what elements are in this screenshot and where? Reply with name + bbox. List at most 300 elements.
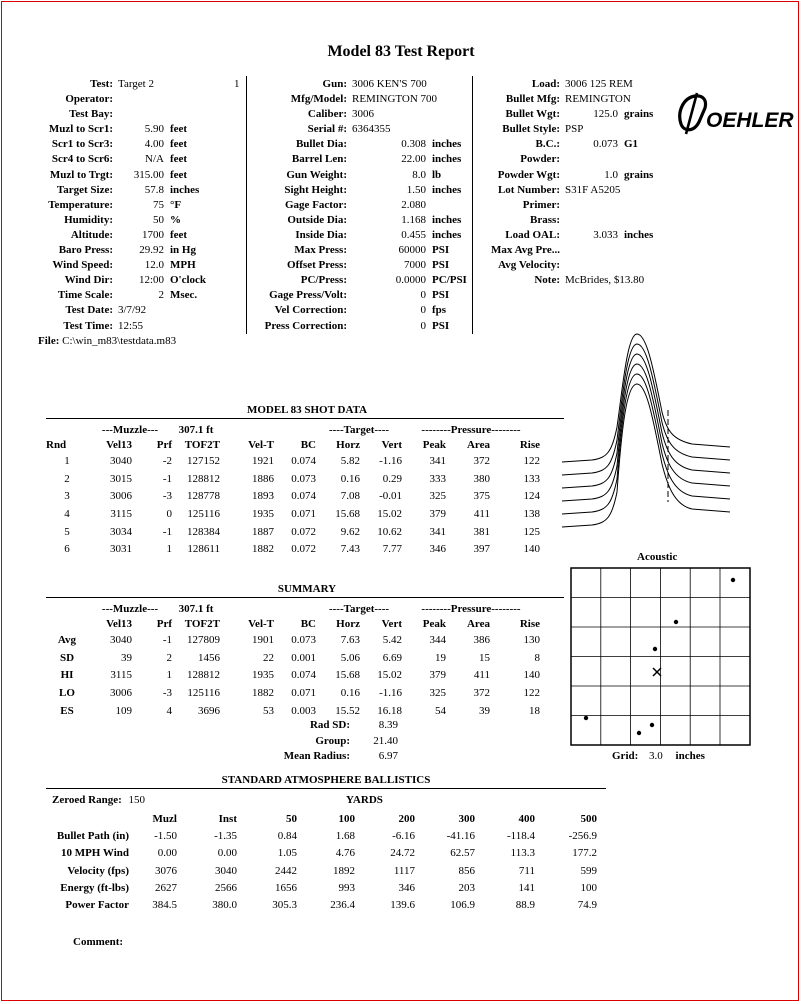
- summary-cell: 0.073: [291, 633, 316, 646]
- grid-value: 3.0: [649, 750, 663, 762]
- gun-value: 6364355: [352, 123, 391, 136]
- report-title: Model 83 Test Report: [327, 43, 475, 60]
- load-row: [473, 183, 673, 198]
- comment-label: Comment:: [73, 936, 124, 948]
- load-label: B.C.:: [535, 138, 560, 151]
- load-label: Powder Wgt:: [497, 168, 560, 181]
- ballistics-cell: 4.76: [335, 847, 355, 860]
- shot_data-cell: 379: [429, 507, 446, 520]
- ballistics-cell: 0.84: [277, 829, 297, 842]
- shot_data-cell: 0: [166, 507, 172, 520]
- load-label: Load OAL:: [505, 228, 560, 241]
- load-label: Max Avg Pre...: [491, 244, 560, 257]
- load-row: [473, 77, 673, 92]
- shot_data-group-header: [220, 422, 316, 438]
- test-unit: O'clock: [170, 274, 207, 287]
- test-label: Test Time:: [63, 319, 113, 332]
- gun-label: Caliber:: [307, 108, 347, 121]
- summary-row: [46, 702, 540, 720]
- test-row: [0, 168, 245, 183]
- test-unit: feet: [170, 138, 188, 151]
- load-value: PSP: [565, 123, 584, 136]
- summary-cell: 128812: [187, 669, 220, 682]
- test-unit: feet: [170, 153, 188, 166]
- ballistics-cell: 1892: [333, 864, 355, 877]
- ballistics-row: [44, 879, 597, 896]
- test-value: 12:00: [138, 274, 164, 287]
- summary-cell: 0.003: [291, 704, 316, 717]
- gun-value: 22.00: [401, 153, 426, 166]
- shot_data-row: [46, 470, 540, 488]
- group-label: Group:: [315, 734, 350, 747]
- test-value: 50: [153, 213, 164, 226]
- ballistics-cell: 106.9: [450, 899, 475, 912]
- test-label: Muzl to Scr1:: [48, 123, 113, 136]
- shot_data-cell: 124: [523, 490, 540, 503]
- shot_data-cell: 0.072: [291, 543, 316, 556]
- summary-cell: 3115: [110, 669, 132, 682]
- shot-data-rule: [46, 418, 564, 419]
- summary-cell: 39: [121, 651, 132, 664]
- test-label: Target Size:: [56, 183, 113, 196]
- test-label: Scr1 to Scr3:: [51, 138, 113, 151]
- ballistics-cell: 1.68: [335, 829, 355, 842]
- summary-cell: 0.001: [291, 651, 316, 664]
- load-label: Powder:: [520, 153, 560, 166]
- test-value: 3/7/92: [118, 304, 147, 317]
- gun-value: 2.080: [401, 198, 426, 211]
- ballistics-cell: 3040: [215, 864, 237, 877]
- summary-cell: 19: [435, 651, 446, 664]
- load-value: 125.0: [593, 108, 618, 121]
- group-value: 21.40: [373, 734, 398, 747]
- gun-label: Mfg/Model:: [290, 93, 347, 106]
- ballistics-cell: 113.3: [510, 847, 535, 860]
- ballistics-cell: 2627: [155, 881, 177, 894]
- summary-cell: 344: [429, 633, 446, 646]
- shot_data-cell: 3034: [110, 525, 132, 538]
- summary-cell: 1901: [252, 633, 274, 646]
- pressure-trace: [562, 384, 730, 527]
- gun-value: 0: [420, 289, 426, 302]
- mean-radius-label: Mean Radius:: [283, 750, 350, 762]
- shot_data-cell: 375: [473, 490, 490, 503]
- ballistics-cell: 62.57: [450, 847, 475, 860]
- summary-cell: 325: [429, 686, 446, 699]
- shot_data-row: [46, 505, 540, 523]
- shot_data-cell: 128778: [187, 490, 220, 503]
- gun-unit: inches: [432, 213, 462, 226]
- zeroed-range: [52, 794, 145, 806]
- shot_data-cell: 0.16: [340, 472, 360, 485]
- summary-cell: 109: [115, 704, 132, 717]
- ballistics-cell: 384.5: [152, 899, 177, 912]
- load-value: 3.033: [593, 228, 618, 241]
- test-label: Muzl to Trgt:: [49, 168, 113, 181]
- load-row: [473, 92, 673, 107]
- grid-caption: [612, 750, 705, 762]
- shot_data-cell: 9.62: [340, 525, 360, 538]
- shot_data-cell: 381: [473, 525, 490, 538]
- summary-cell: 3006: [110, 686, 132, 699]
- shot_data-cell: 0.073: [291, 472, 316, 485]
- load-value: McBrides, $13.80: [565, 274, 645, 287]
- oehler-logo: [675, 90, 794, 136]
- shot_data-row: [46, 487, 540, 505]
- test-unit: Msec.: [170, 289, 198, 302]
- gun-label: Press Correction:: [264, 319, 347, 332]
- ballistics-row-label: Velocity (fps): [67, 864, 129, 877]
- shot_data-cell: 3040: [110, 454, 132, 467]
- test-row: [0, 319, 245, 334]
- summary-cell: 127809: [187, 633, 220, 646]
- test-row: [0, 137, 245, 152]
- gun-label: Inside Dia:: [295, 228, 347, 241]
- logo-text: OEHLER: [706, 109, 794, 132]
- ballistics-col-header: Muzl: [152, 812, 177, 825]
- shot_data-group-header: [46, 422, 88, 438]
- gun-value: 7000: [404, 259, 426, 272]
- summary-cell: 0.074: [291, 669, 316, 682]
- gun-row: [247, 288, 472, 303]
- test-value: 2: [158, 289, 164, 302]
- test-unit: in Hg: [170, 244, 196, 257]
- shot_data-cell: 3115: [110, 507, 132, 520]
- shot_data-group-header: 307.1 ft: [178, 424, 214, 436]
- shot_data-col-header: Rnd: [46, 439, 67, 451]
- test-row: [0, 303, 245, 318]
- ballistics-cell: 139.6: [390, 899, 415, 912]
- gun-value: 0.0000: [395, 274, 426, 287]
- summary-header-row: [46, 617, 540, 631]
- summary-cell: 15: [479, 651, 490, 664]
- summary-cell: 130: [523, 633, 540, 646]
- summary-cell: HI: [60, 669, 74, 682]
- summary-cell: 15.02: [377, 669, 402, 682]
- shot_data-group-header: ---Muzzle---: [101, 424, 159, 436]
- acoustic-label: Acoustic: [637, 551, 678, 563]
- gun-row: [247, 137, 472, 152]
- gun-label: Gun Weight:: [286, 168, 347, 181]
- summary-group-header: ----Target----: [328, 603, 390, 615]
- shot_data-cell: 5: [64, 525, 70, 538]
- summary-cell: 372: [473, 686, 490, 699]
- summary-group-header: 307.1 ft: [178, 603, 214, 615]
- load-value: 1.0: [604, 168, 618, 181]
- gun-info-column: [247, 77, 472, 334]
- summary-group-header: --------Pressure--------: [421, 603, 521, 615]
- summary-cell: 6.69: [382, 651, 402, 664]
- load-label: Note:: [534, 274, 560, 287]
- test-row: [0, 152, 245, 167]
- gun-value: 1.50: [406, 183, 426, 196]
- test-label: Temperature:: [48, 198, 113, 211]
- load-row: [473, 258, 673, 273]
- test-label: Wind Speed:: [52, 259, 113, 272]
- ballistics-cell: 856: [458, 864, 475, 877]
- shot_data-row: [46, 523, 540, 541]
- pressure-trace: [562, 344, 730, 475]
- ballistics-cell: 0.00: [217, 847, 237, 860]
- ballistics-cell: 100: [580, 881, 597, 894]
- gun-label: Serial #:: [307, 123, 347, 136]
- gun-unit: PSI: [432, 259, 450, 272]
- ballistics-cell: -1.50: [154, 829, 177, 842]
- shot_data-row: [46, 452, 540, 470]
- test-row: [0, 77, 245, 92]
- test-value: 1700: [142, 228, 164, 241]
- summary-cell: 18: [529, 704, 540, 717]
- shot_data-cell: 0.072: [291, 525, 316, 538]
- pressure-trace: [562, 334, 730, 462]
- ballistics-row-label: Power Factor: [65, 899, 129, 912]
- ballistics-row: [44, 827, 597, 844]
- gun-row: [247, 258, 472, 273]
- shot_data-cell: 1882: [252, 543, 274, 556]
- ballistics-cell: 1.05: [277, 847, 297, 860]
- summary-row: [46, 684, 540, 702]
- shot_data-col-header: Rise: [519, 439, 540, 451]
- summary-cell: 3696: [198, 704, 220, 717]
- summary-group-header: [220, 601, 316, 617]
- shot_data-cell: 15.02: [377, 507, 402, 520]
- ballistics-col-header: 200: [398, 812, 415, 825]
- shot-point: [731, 578, 735, 582]
- shot_data-cell: 341: [429, 454, 446, 467]
- shot_data-cell: 6: [64, 543, 70, 556]
- test-value: N/A: [145, 153, 164, 166]
- shot_data-cell: 133: [523, 472, 540, 485]
- test-value: 29.92: [139, 244, 164, 257]
- file-label: File:: [38, 335, 60, 347]
- shot_data-cell: -1: [162, 472, 172, 485]
- load-info-column: [473, 77, 673, 288]
- ballistics-title: STANDARD ATMOSPHERE BALLISTICS: [221, 774, 431, 786]
- ballistics-row: [44, 845, 597, 862]
- test-label: Wind Dir:: [64, 274, 113, 287]
- summary-cell: 386: [473, 633, 490, 646]
- load-label: Bullet Wgt:: [505, 108, 560, 121]
- shot_data-cell: 397: [473, 543, 490, 556]
- shot_data-cell: 0.074: [291, 454, 316, 467]
- ballistics-cell: -256.9: [568, 829, 597, 842]
- ballistics-header-row: [44, 810, 597, 827]
- summary-cell: 4: [166, 704, 172, 717]
- load-unit: G1: [624, 138, 639, 151]
- test-value: 315.00: [133, 168, 164, 181]
- shot-point: [650, 723, 654, 727]
- gun-row: [247, 152, 472, 167]
- pressure-curves: [562, 332, 732, 552]
- shot-data-title: MODEL 83 SHOT DATA: [246, 404, 368, 416]
- shot_data-col-header: TOF2T: [184, 439, 220, 451]
- summary-col-header: [46, 617, 88, 631]
- test-row: [0, 213, 245, 228]
- ballistics-cell: 305.3: [272, 899, 297, 912]
- test-row: [0, 122, 245, 137]
- summary-cell: 8: [534, 651, 540, 664]
- summary-col-header: Vel13: [106, 618, 132, 630]
- test-info-column: [0, 77, 245, 334]
- load-value: 3006 125 REM: [565, 78, 633, 90]
- shot_data-cell: -0.01: [379, 490, 402, 503]
- ballistics-cell: 0.00: [157, 847, 177, 860]
- summary-cell: 0.16: [340, 686, 360, 699]
- ballistics-cell: 2566: [215, 881, 237, 894]
- test-label: Humidity:: [64, 213, 113, 226]
- summary-title: SUMMARY: [277, 583, 337, 595]
- summary-row: [46, 666, 540, 684]
- test-row: [0, 273, 245, 288]
- ballistics-cell: -1.35: [214, 829, 237, 842]
- summary-row: [46, 631, 540, 649]
- shot_data-cell: 3006: [110, 490, 132, 503]
- gun-label: Max Press:: [294, 244, 347, 257]
- gun-row: [247, 183, 472, 198]
- gun-row: [247, 168, 472, 183]
- test-unit: °F: [170, 198, 182, 211]
- load-value: S31F A5205: [565, 183, 621, 196]
- test-value: 5.90: [144, 123, 164, 136]
- summary-col-header: Horz: [336, 618, 360, 630]
- shot_data-cell: 1887: [252, 525, 274, 538]
- summary-col-header: TOF2T: [184, 618, 220, 630]
- shot_data-cell: 346: [429, 543, 446, 556]
- ballistics-row-label: Bullet Path (in): [56, 829, 129, 842]
- summary-cell: 7.63: [340, 633, 360, 646]
- shot_data-cell: 2: [64, 472, 70, 485]
- shot_data-cell: 1921: [252, 454, 274, 467]
- summary-cell: 140: [523, 669, 540, 682]
- gun-unit: PSI: [432, 319, 450, 332]
- shot_data-col-header: Area: [466, 439, 490, 451]
- shot_data-cell: 125116: [187, 507, 220, 520]
- test-row: [0, 92, 245, 107]
- yards-label: YARDS: [346, 794, 383, 806]
- test-value: Target 2: [118, 78, 154, 90]
- shot_data-cell: 380: [473, 472, 490, 485]
- ballistics-cell: 236.4: [330, 899, 355, 912]
- rad-sd-value: 8.39: [378, 719, 398, 731]
- test-unit: %: [170, 213, 181, 226]
- ballistics-table: [44, 810, 597, 914]
- test-unit: feet: [170, 123, 188, 136]
- load-label: Bullet Style:: [502, 123, 560, 136]
- gun-value: 1.168: [401, 213, 426, 226]
- gun-value: 60000: [398, 244, 426, 257]
- rad-sd-label: Rad SD:: [309, 719, 350, 731]
- gun-row: [247, 319, 472, 334]
- shot_data-cell: 0.29: [382, 472, 402, 485]
- shot_data-col-header: Peak: [422, 439, 446, 451]
- gun-value: REMINGTON 700: [352, 93, 438, 106]
- test-label: Operator:: [65, 93, 113, 106]
- shot_data-col-header: BC: [300, 439, 316, 451]
- gun-unit: fps: [432, 304, 447, 317]
- ballistics-row-label: Energy (ft-lbs): [60, 881, 129, 894]
- shot_data-cell: 341: [429, 525, 446, 538]
- shot_data-cell: 125: [523, 525, 540, 538]
- summary-cell: 2: [166, 651, 172, 664]
- summary-cell: 122: [523, 686, 540, 699]
- shot-point: [637, 731, 641, 735]
- ballistics-cell: 203: [458, 881, 475, 894]
- summary-group-header: [46, 601, 88, 617]
- summary-cell: 1: [166, 669, 172, 682]
- summary-cell: 1935: [252, 669, 274, 682]
- summary-cell: ES: [60, 704, 74, 717]
- test-label: Scr4 to Scr6:: [51, 153, 113, 166]
- gun-value: 8.0: [412, 168, 426, 181]
- page-marker: 1: [234, 78, 240, 90]
- ballistics-cell: -6.16: [392, 829, 415, 842]
- shot_data-cell: 10.62: [377, 525, 402, 538]
- shot_data-cell: 122: [523, 454, 540, 467]
- load-row: [473, 228, 673, 243]
- shot_data-cell: 1935: [252, 507, 274, 520]
- ballistics-cell: 380.0: [212, 899, 237, 912]
- shot_data-row: [46, 540, 540, 558]
- test-value: 75: [153, 198, 164, 211]
- gun-value: 0: [420, 304, 426, 317]
- load-value: REMINGTON: [565, 93, 631, 106]
- shot_data-cell: 3015: [110, 472, 132, 485]
- summary-cell: 22: [263, 651, 274, 664]
- test-row: [0, 228, 245, 243]
- load-row: [473, 213, 673, 228]
- ballistics-col-header: Inst: [218, 812, 237, 825]
- summary-cell: 125116: [187, 686, 220, 699]
- ballistics-cell: 346: [398, 881, 415, 894]
- shot-point: [653, 647, 657, 651]
- load-row: [473, 137, 673, 152]
- gun-label: Sight Height:: [284, 183, 347, 196]
- shot-point: [674, 620, 678, 624]
- load-label: Avg Velocity:: [498, 259, 560, 272]
- summary-cell: 411: [473, 669, 490, 682]
- summary-cell: -1.16: [379, 686, 402, 699]
- test-row: [0, 183, 245, 198]
- ballistics-cell: 3076: [155, 864, 177, 877]
- summary-cell: 53: [263, 704, 274, 717]
- gun-row: [247, 303, 472, 318]
- grid-label: Grid:: [612, 750, 639, 762]
- shot_data-col-header: Vel13: [106, 439, 132, 451]
- summary-cell: 5.06: [340, 651, 360, 664]
- shot-data-table: [46, 422, 540, 558]
- load-label: Bullet Mfg:: [505, 93, 560, 106]
- test-unit: feet: [170, 168, 188, 181]
- shot_data-cell: -1.16: [379, 454, 402, 467]
- shot_data-cell: 0.074: [291, 490, 316, 503]
- shot_data-cell: -1: [162, 525, 172, 538]
- ballistics-cell: 993: [338, 881, 355, 894]
- load-row: [473, 122, 673, 137]
- test-unit: inches: [170, 183, 200, 196]
- load-label: Load:: [531, 78, 560, 90]
- test-row: [0, 258, 245, 273]
- gun-row: [247, 273, 472, 288]
- zeroed-value: 150: [128, 794, 146, 806]
- summary-cell: SD: [59, 651, 75, 664]
- shot_data-cell: 1886: [252, 472, 274, 485]
- summary-rule: [46, 597, 564, 598]
- shot_data-cell: 4: [64, 507, 70, 520]
- shot_data-group-row: [46, 422, 540, 438]
- shot_data-cell: 1893: [252, 490, 274, 503]
- shot_data-col-header: Vert: [381, 439, 402, 451]
- ballistics-cell: 1656: [275, 881, 297, 894]
